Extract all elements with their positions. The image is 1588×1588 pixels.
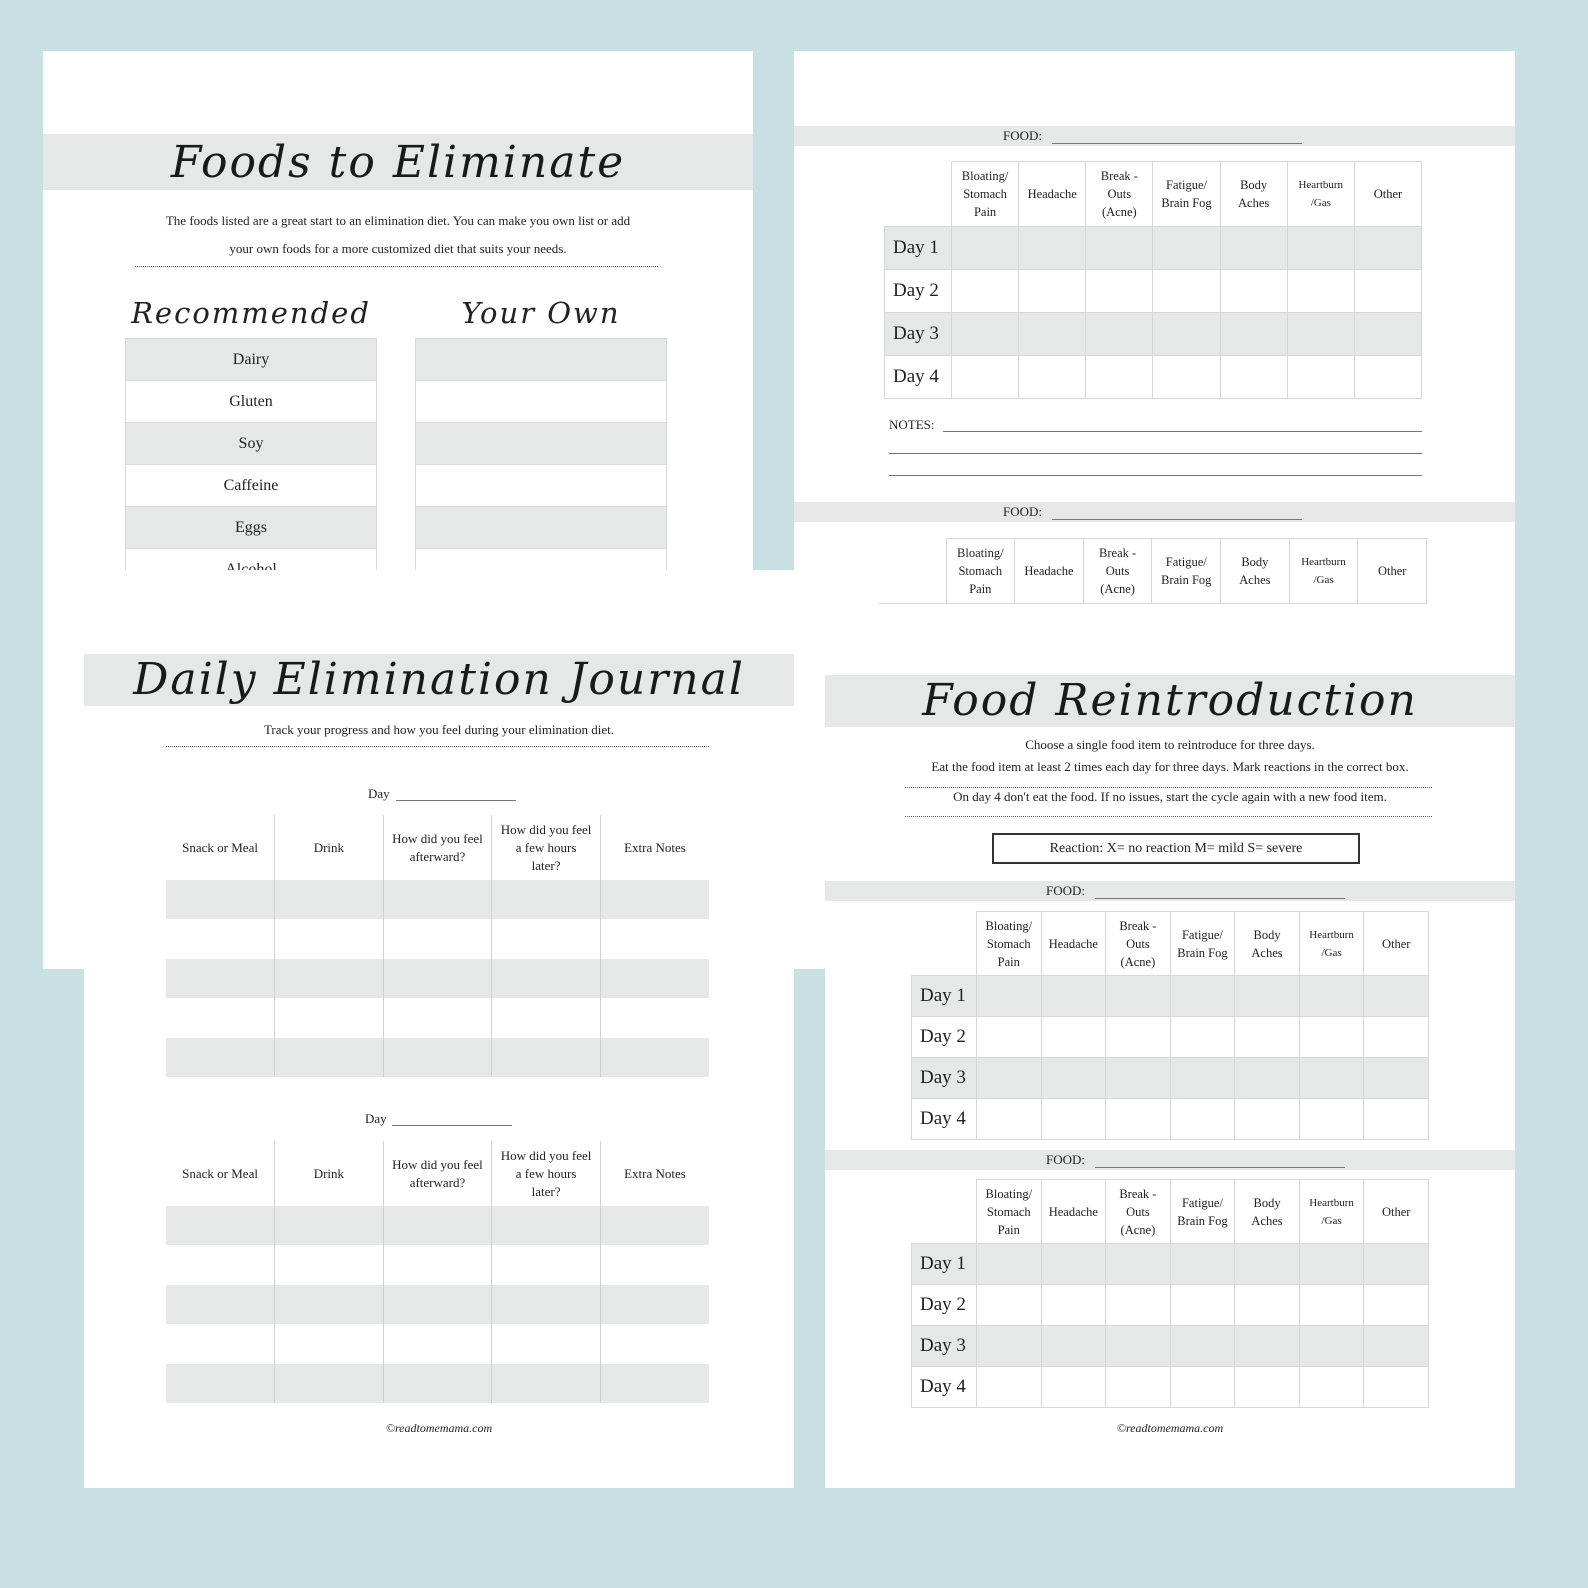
column-header: Body Aches (1235, 912, 1300, 976)
list-item: Gluten (125, 381, 377, 423)
column-header: Break - Outs (Acne) (1083, 539, 1152, 604)
foods-intro-line1: The foods listed are a great start to an elimination diet. You can make you own list or add (165, 213, 631, 228)
column-header: Body Aches (1235, 1180, 1300, 1244)
notes-line[interactable] (889, 475, 1422, 476)
food-line[interactable] (1052, 519, 1302, 520)
list-item: Dairy (125, 339, 377, 381)
column-header: Snack or Meal (166, 1141, 275, 1206)
column-header: Fatigue/ Brain Fog (1153, 162, 1220, 227)
divider (905, 816, 1432, 817)
list-item: Caffeine (125, 465, 377, 507)
column-header: Body Aches (1220, 162, 1287, 227)
column-header: Bloating/ Stomach Pain (952, 162, 1019, 227)
column-header: Break - Outs (Acne) (1106, 912, 1171, 976)
day-label: Day 1 (885, 227, 952, 270)
column-header: Heartburn /Gas (1289, 539, 1358, 604)
column-header: Headache (1015, 539, 1084, 604)
journal-table (166, 815, 709, 1077)
divider (135, 266, 658, 267)
column-header: Snack or Meal (166, 815, 275, 880)
day-label: Day 2 (912, 1285, 977, 1326)
food-label: FOOD: (1003, 504, 1043, 519)
symptom-table (884, 161, 1422, 399)
day-field-line[interactable] (392, 1125, 512, 1126)
column-header: How did you feel a few hours later? (492, 815, 601, 880)
table-row[interactable] (166, 1206, 709, 1245)
table-row[interactable] (166, 880, 709, 919)
day-label: Day 3 (885, 313, 952, 356)
daily-journal-sheet (84, 570, 794, 1488)
column-header: How did you feel a few hours later? (492, 1141, 601, 1206)
day-label: Day 2 (912, 1017, 977, 1058)
table-row[interactable] (166, 919, 709, 959)
food-line[interactable] (1095, 898, 1345, 899)
day-label: Day 1 (912, 1244, 977, 1285)
blank-entry[interactable] (415, 423, 667, 465)
table-row[interactable] (166, 1245, 709, 1285)
list-item: Soy (125, 423, 377, 465)
food-label: FOOD: (1003, 128, 1043, 143)
symptom-table (911, 1179, 1429, 1408)
foods-title: Foods to Eliminate (170, 137, 626, 188)
column-header: Fatigue/ Brain Fog (1170, 1180, 1235, 1244)
column-header: Other (1358, 539, 1427, 604)
day-label: Day 4 (885, 356, 952, 399)
reintro-line1: Choose a single food item to reintroduce for three days. (1025, 737, 1315, 752)
symptom-table (879, 538, 1427, 604)
journal-title: Daily Elimination Journal (133, 654, 745, 705)
blank-entry[interactable] (415, 381, 667, 423)
table-row[interactable] (166, 1364, 709, 1403)
day-label: Day 1 (912, 976, 977, 1017)
column-header: Extra Notes (624, 839, 686, 855)
column-header: Bloating/ Stomach Pain (977, 912, 1042, 976)
column-header: Other (1364, 1180, 1429, 1244)
day-label: Day 3 (912, 1058, 977, 1099)
your-own-list (415, 338, 667, 591)
notes-label: NOTES: (889, 417, 935, 432)
recommended-list (125, 338, 377, 591)
credit: ©readtomemama.com (1116, 1421, 1224, 1435)
reintro-title: Food Reintroduction (922, 675, 1418, 726)
column-header: Drink (275, 815, 384, 880)
blank-entry[interactable] (415, 465, 667, 507)
food-line[interactable] (1052, 143, 1302, 144)
column-header: Heartburn /Gas (1299, 912, 1364, 976)
recommended-heading: Recommended (131, 296, 371, 330)
day-field-label: Day (368, 786, 390, 801)
column-header: Break - Outs (Acne) (1086, 162, 1153, 227)
your-own-heading: Your Own (461, 296, 621, 330)
food-label: FOOD: (1046, 883, 1086, 898)
day-field-label: Day (365, 1111, 387, 1126)
table-row[interactable] (166, 1285, 709, 1324)
divider (166, 746, 709, 747)
column-header: Heartburn /Gas (1299, 1180, 1364, 1244)
column-header: Headache (1041, 1180, 1106, 1244)
journal-table (166, 1141, 709, 1403)
food-label: FOOD: (1046, 1152, 1086, 1167)
column-header: How did you feel afterward? (383, 1141, 492, 1206)
table-row[interactable] (166, 1038, 709, 1077)
day-label: Day 4 (912, 1367, 977, 1408)
food-reintroduction-sheet (825, 675, 1515, 1488)
column-header: Other (1364, 912, 1429, 976)
column-header: How did you feel afterward? (383, 815, 492, 880)
column-header: Fatigue/ Brain Fog (1152, 539, 1221, 604)
day-label: Day 2 (885, 270, 952, 313)
day-label: Day 3 (912, 1326, 977, 1367)
food-line[interactable] (1095, 1167, 1345, 1168)
column-header: Heartburn /Gas (1287, 162, 1354, 227)
foods-intro-line2: your own foods for a more customized diet that suits your needs. (229, 241, 567, 256)
blank-entry[interactable] (415, 507, 667, 549)
reintro-line2: Eat the food item at least 2 times each day for three days. Mark reactions in the correct box. (931, 759, 1409, 774)
column-header: Fatigue/ Brain Fog (1170, 912, 1235, 976)
notes-line[interactable] (889, 453, 1422, 454)
blank-entry[interactable] (415, 339, 667, 381)
credit: ©readtomemama.com (385, 1421, 493, 1435)
column-header: Extra Notes (624, 1165, 686, 1181)
day-field-line[interactable] (396, 800, 516, 801)
reintro-line3: On day 4 don't eat the food. If no issues, start the cycle again with a new food item. (953, 789, 1387, 804)
notes-line[interactable] (943, 431, 1422, 432)
table-row[interactable] (166, 998, 709, 1038)
column-header: Bloating/ Stomach Pain (946, 539, 1015, 604)
column-header: Headache (1041, 912, 1106, 976)
journal-intro: Track your progress and how you feel during your elimination diet. (263, 722, 615, 737)
column-header: Break - Outs (Acne) (1106, 1180, 1171, 1244)
column-header: Drink (275, 1141, 384, 1206)
column-header: Other (1354, 162, 1421, 227)
reaction-key: Reaction: X= no reaction M= mild S= severe (992, 833, 1360, 864)
column-header: Bloating/ Stomach Pain (977, 1180, 1042, 1244)
column-header: Headache (1019, 162, 1086, 227)
table-row[interactable] (166, 1324, 709, 1364)
day-label: Day 4 (912, 1099, 977, 1140)
symptom-table (911, 911, 1429, 1140)
table-row[interactable] (166, 959, 709, 998)
list-item: Eggs (125, 507, 377, 549)
column-header: Body Aches (1221, 539, 1290, 604)
